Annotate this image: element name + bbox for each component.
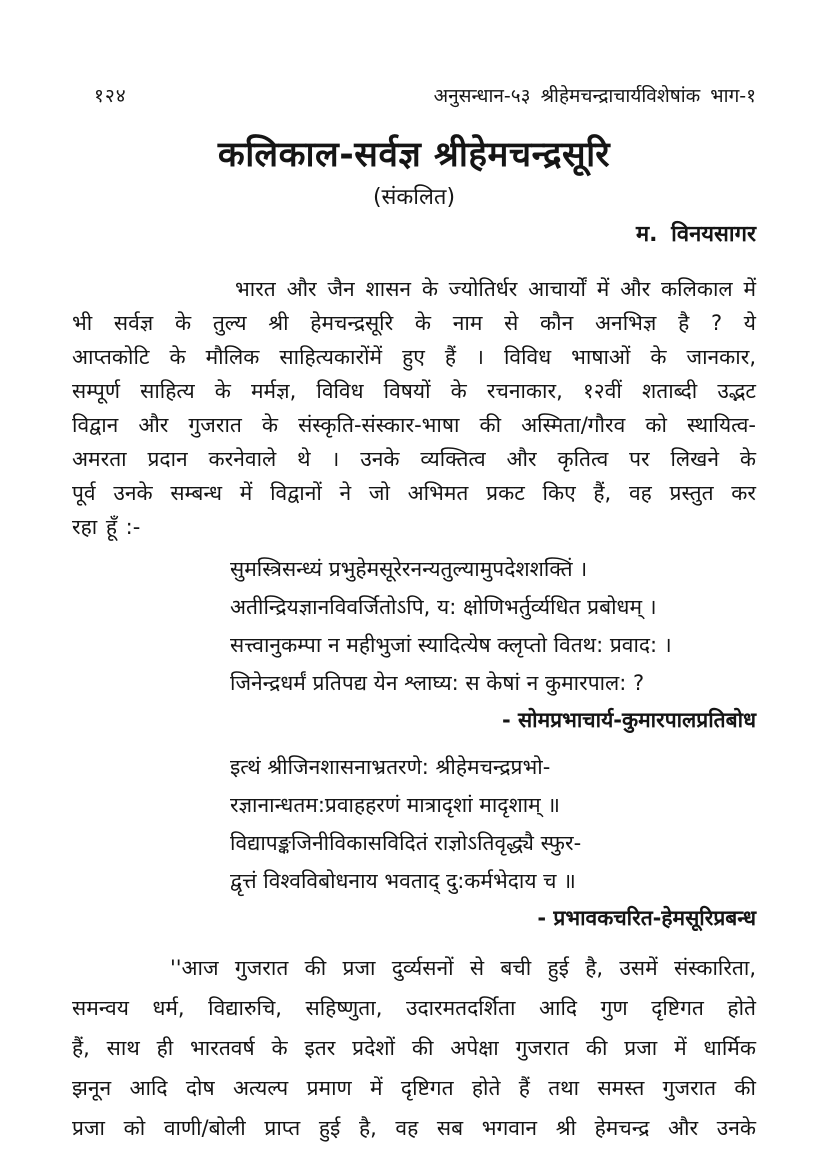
page-header [72, 84, 756, 108]
text-line: भारत और जैन शासन के ज्योतिर्धर आचार्यों में और कलिकाल में [235, 277, 756, 301]
text-line: सम्पूर्ण साहित्य के मर्मज्ञ, विविध विषयों के रचनाकार, १२वीं शताब्दी उद्भट [72, 379, 756, 403]
text-line: रज्ञानान्धतम:प्रवाहहरणं मात्रादृशां मादृशाम् ॥ [230, 793, 560, 817]
text-line: हैं, साथ ही भारतवर्ष के इतर प्रदेशों की अपेक्षा गुजरात की प्रजा में धार्मिक [72, 1036, 756, 1060]
text-line: पूर्व उनके सम्बन्ध में विद्वानों ने जो अभिमत प्रकट किए हैं, वह प्रस्तुत कर [72, 481, 756, 505]
page-number: १२४ [94, 85, 127, 107]
article-title: कलिकाल-सर्वज्ञ श्रीहेमचन्द्रसूरि [217, 135, 611, 175]
text-line: विद्वान और गुजरात के संस्कृति-संस्कार-भाषा की अस्मिता/गौरव को स्थायित्व- [72, 413, 756, 437]
text-line: झनून आदि दोष अत्यल्प प्रमाण में दृष्टिगत होते हैं तथा समस्त गुजरात की [72, 1076, 756, 1100]
quote-paragraph [72, 948, 756, 1148]
verse-kumarapala-pratibodha [230, 550, 756, 702]
text-line: सुमस्त्रिसन्ध्यं प्रभुहेमसूरेरनन्यतुल्यामुपदेशशक्तिं । [230, 557, 588, 581]
text-line: भी सर्वज्ञ के तुल्य श्री हेमचन्द्रसूरि के नाम से कौन अनभिज्ञ है ? ये [72, 311, 756, 335]
text-line: जिनेन्द्रधर्मं प्रतिपद्य येन श्लाघ्य: स केषां न कुमारपाल: ? [230, 671, 645, 695]
article-subtitle: (संकलित) [372, 185, 456, 210]
text-line: आप्तकोटि के मौलिक साहित्यकारोंमें हुए हैं । विविध भाषाओं के जानकार, [72, 345, 756, 369]
text-line: इत्थं श्रीजिनशासनाभ्रतरणे: श्रीहेमचन्द्रप्रभो- [230, 755, 551, 779]
intro-paragraph [72, 272, 756, 544]
journal-title: अनुसन्धान-५३ श्रीहेमचन्द्राचार्यविशेषांक भाग-१ [433, 85, 756, 107]
verse-attribution-somaprabhacharya: - सोमप्रभाचार्य-कुमारपालप्रतिबोध [501, 708, 756, 732]
text-line: समन्वय धर्म, विद्यारुचि, सहिष्णुता, उदारमतदर्शिता आदि गुण दृष्टिगत होते [72, 996, 756, 1020]
author-name: म. विनयसागर [635, 222, 756, 247]
verse-prabhavakacharita [230, 748, 756, 900]
verse-attribution-prabhavakacharita: - प्रभावकचरित-हेमसूरिप्रबन्ध [537, 906, 756, 930]
text-line: द्वृत्तं विश्वविबोधनाय भवताद् दु:कर्मभेदाय च ॥ [230, 869, 576, 893]
text-line: ''आज गुजरात की प्रजा दुर्व्यसनों से बची हुई है, उसमें संस्कारिता, [170, 956, 756, 980]
text-line: सत्त्वानुकम्पा न महीभुजां स्यादित्येष क्लृप्तो वितथ: प्रवाद: । [230, 633, 672, 657]
text-line: अमरता प्रदान करनेवाले थे । उनके व्यक्तित्व और कृतित्व पर लिखने के [72, 447, 756, 471]
text-line: रहा हूँ :- [72, 515, 141, 539]
text-line: प्रजा को वाणी/बोली प्राप्त हुई है, वह सब भगवान श्री हेमचन्द्र और उनके [72, 1116, 756, 1140]
text-line: अतीन्द्रियज्ञानविवर्जितोऽपि, य: क्षोणिभर्तुर्व्यधित प्रबोधम् । [230, 595, 657, 619]
text-line: विद्यापङ्कजिनीविकासविदितं राज्ञोऽतिवृद्ध्यै स्फुर- [230, 831, 582, 855]
